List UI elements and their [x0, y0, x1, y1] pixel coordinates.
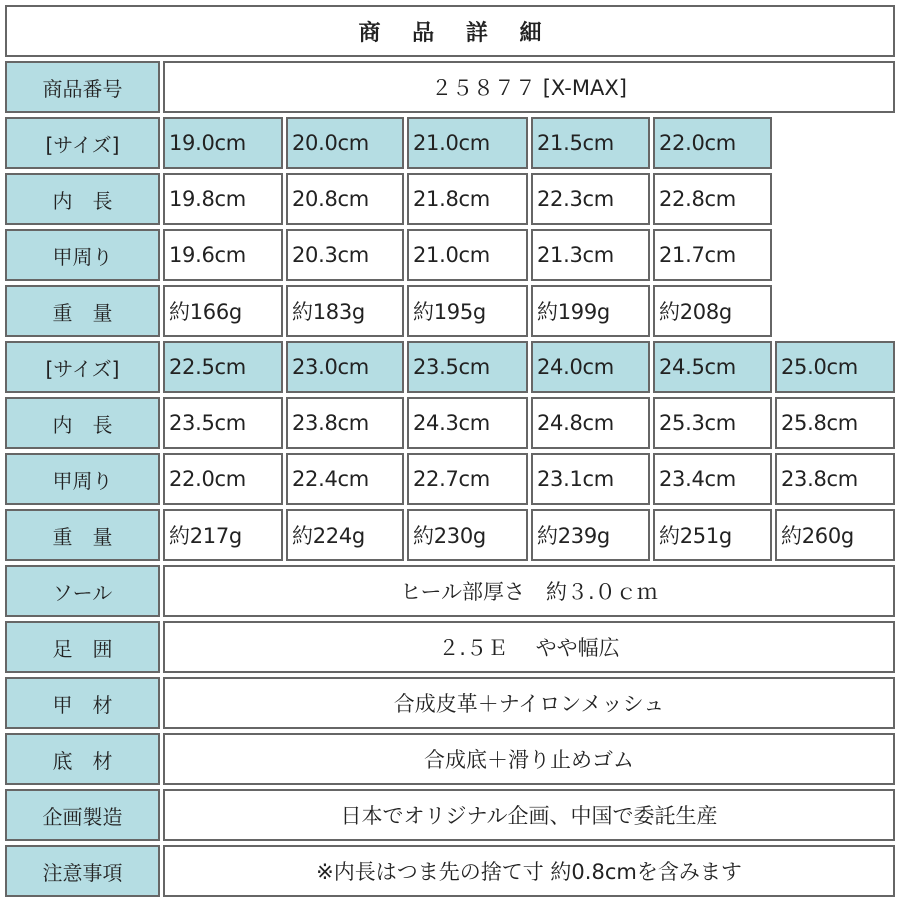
inner-length-cell: 23.5cm: [163, 397, 283, 449]
manufacturing-label: 企画製造: [5, 789, 160, 841]
sole-value: ヒール部厚さ 約３.０ｃｍ: [163, 565, 895, 617]
product-number-label: 商品番号: [5, 61, 160, 113]
instep-label: 甲周り: [5, 229, 160, 281]
instep-cell: 21.3cm: [531, 229, 650, 281]
notes-value: ※内長はつま先の捨て寸 約0.8cmを含みます: [163, 845, 895, 897]
size-label: [サイズ]: [5, 117, 160, 169]
weight-label: 重 量: [5, 509, 160, 561]
instep-cell: 20.3cm: [286, 229, 404, 281]
weight-cell: 約217g: [163, 509, 283, 561]
weight-cell: 約199g: [531, 285, 650, 337]
weight-cell: 約183g: [286, 285, 404, 337]
inner-length-cell: 19.8cm: [163, 173, 283, 225]
weight-cell: 約224g: [286, 509, 404, 561]
upper-material-label: 甲 材: [5, 677, 160, 729]
inner-length-cell: 20.8cm: [286, 173, 404, 225]
weight-cell: 約230g: [407, 509, 528, 561]
inner-length-cell: 24.3cm: [407, 397, 528, 449]
inner-length-cell: 22.8cm: [653, 173, 772, 225]
size-cell: 21.0cm: [407, 117, 528, 169]
size-cell: 19.0cm: [163, 117, 283, 169]
instep-cell: 22.4cm: [286, 453, 404, 505]
size-cell: 24.0cm: [531, 341, 650, 393]
size-cell: 20.0cm: [286, 117, 404, 169]
upper-material-value: 合成皮革＋ナイロンメッシュ: [163, 677, 895, 729]
size-cell: 23.5cm: [407, 341, 528, 393]
instep-label: 甲周り: [5, 453, 160, 505]
inner-length-cell: 25.8cm: [775, 397, 895, 449]
inner-length-cell: 22.3cm: [531, 173, 650, 225]
sole-material-label: 底 材: [5, 733, 160, 785]
size-cell: 22.5cm: [163, 341, 283, 393]
sole-label: ソール: [5, 565, 160, 617]
instep-cell: 23.1cm: [531, 453, 650, 505]
size-cell: 22.0cm: [653, 117, 772, 169]
size-label: [サイズ]: [5, 341, 160, 393]
inner-length-label: 内 長: [5, 173, 160, 225]
inner-length-label: 内 長: [5, 397, 160, 449]
notes-label: 注意事項: [5, 845, 160, 897]
size-cell: 21.5cm: [531, 117, 650, 169]
page-title: 商 品 詳 細: [5, 5, 895, 57]
inner-length-cell: 25.3cm: [653, 397, 772, 449]
size-cell: 24.5cm: [653, 341, 772, 393]
product-number-value: ２５８７７ [X-MAX]: [163, 61, 895, 113]
instep-cell: 23.4cm: [653, 453, 772, 505]
sole-material-value: 合成底＋滑り止めゴム: [163, 733, 895, 785]
weight-cell: 約260g: [775, 509, 895, 561]
weight-label: 重 量: [5, 285, 160, 337]
instep-cell: 21.0cm: [407, 229, 528, 281]
instep-cell: 22.0cm: [163, 453, 283, 505]
weight-cell: 約251g: [653, 509, 772, 561]
inner-length-cell: 21.8cm: [407, 173, 528, 225]
weight-cell: 約166g: [163, 285, 283, 337]
weight-cell: 約195g: [407, 285, 528, 337]
instep-cell: 19.6cm: [163, 229, 283, 281]
instep-cell: 23.8cm: [775, 453, 895, 505]
instep-cell: 22.7cm: [407, 453, 528, 505]
inner-length-cell: 24.8cm: [531, 397, 650, 449]
weight-cell: 約239g: [531, 509, 650, 561]
manufacturing-value: 日本でオリジナル企画、中国で委託生産: [163, 789, 895, 841]
instep-cell: 21.7cm: [653, 229, 772, 281]
size-cell: 23.0cm: [286, 341, 404, 393]
weight-cell: 約208g: [653, 285, 772, 337]
foot-width-value: ２.５Ｅ やや幅広: [163, 621, 895, 673]
size-cell: 25.0cm: [775, 341, 895, 393]
inner-length-cell: 23.8cm: [286, 397, 404, 449]
foot-width-label: 足 囲: [5, 621, 160, 673]
